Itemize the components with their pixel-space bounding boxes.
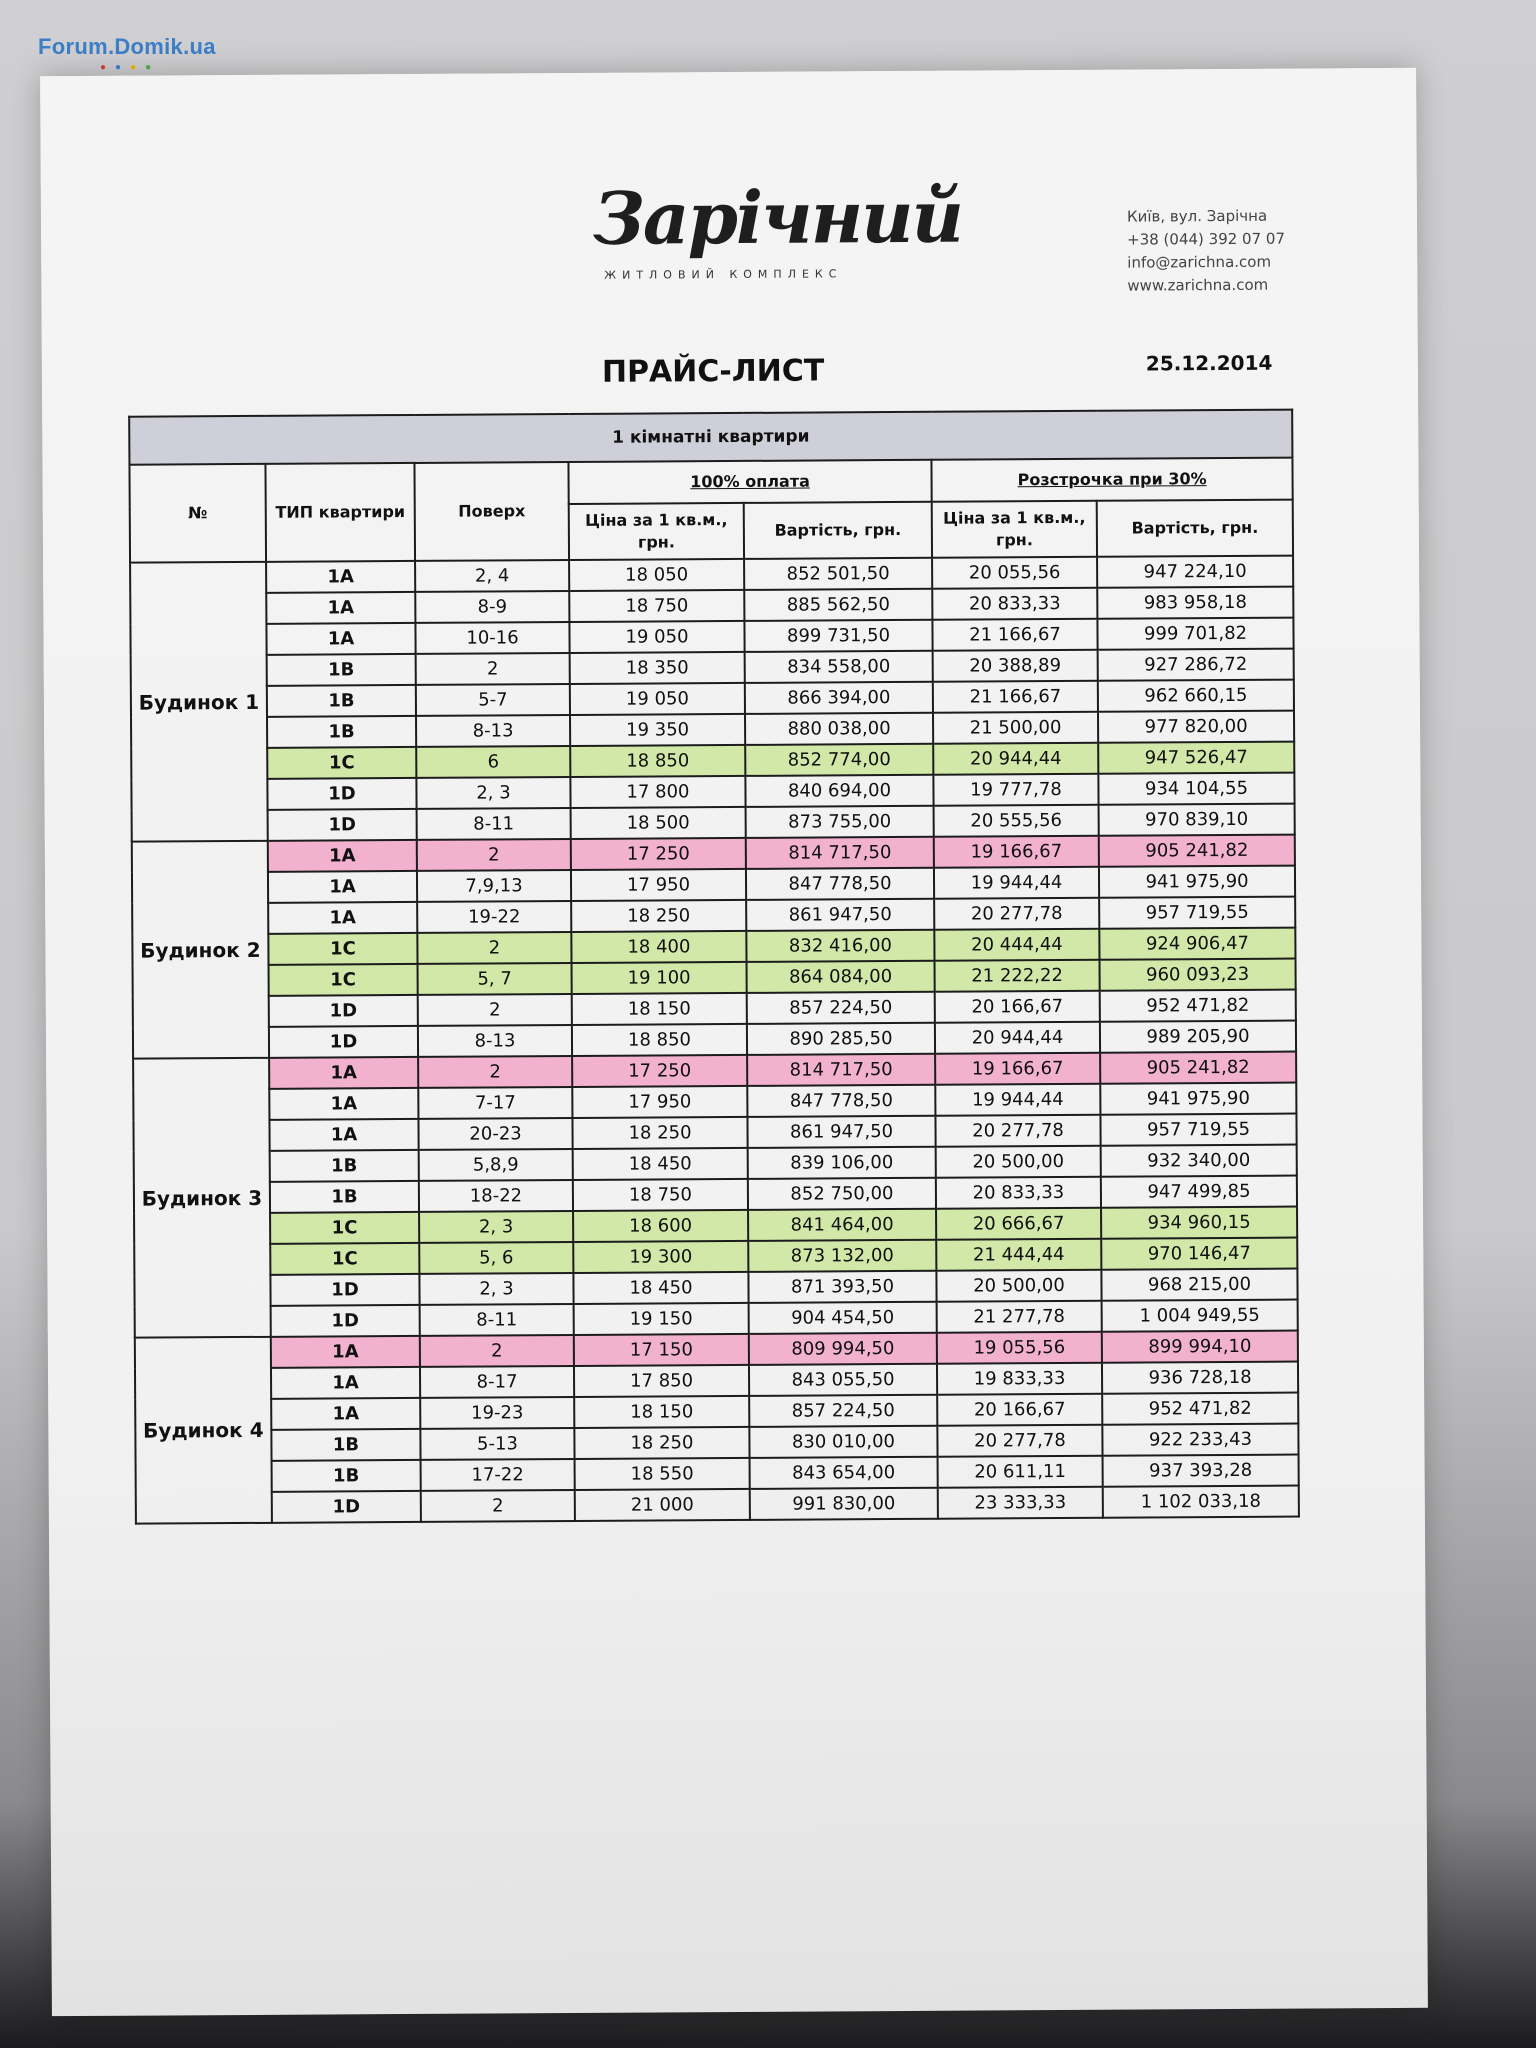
floor-cell: 2 xyxy=(418,994,572,1026)
total-cost-cell: 847 778,50 xyxy=(747,1085,935,1117)
type-cell: 1B xyxy=(270,1181,419,1213)
price-per-sqm-cell: 17 150 xyxy=(574,1334,749,1366)
contact-phone: +38 (044) 392 07 07 xyxy=(1127,229,1286,249)
type-cell: 1A xyxy=(271,1336,420,1368)
price-per-sqm-cell: 21 000 xyxy=(575,1489,750,1521)
total-cost-cell: 814 717,50 xyxy=(747,1054,935,1086)
total-cost-cell: 880 038,00 xyxy=(745,713,933,745)
total-cost-cell: 857 224,50 xyxy=(749,1395,937,1427)
type-cell: 1C xyxy=(269,964,418,996)
price-per-sqm-cell: 18 750 xyxy=(569,590,744,622)
floor-cell: 8-17 xyxy=(420,1366,574,1398)
building-name: Будинок 4 xyxy=(135,1337,272,1524)
total-cost-cell: 839 106,00 xyxy=(748,1147,936,1179)
floor-cell: 2, 3 xyxy=(419,1273,573,1305)
floor-cell: 2, 3 xyxy=(416,777,570,809)
price-per-sqm-cell: 17 850 xyxy=(574,1365,749,1397)
type-cell: 1A xyxy=(269,1119,418,1151)
total-cost-cell: 866 394,00 xyxy=(745,682,933,714)
installment-cost-cell: 905 241,82 xyxy=(1100,1052,1296,1084)
total-cost-cell: 861 947,50 xyxy=(746,899,934,931)
floor-cell: 8-13 xyxy=(416,715,570,747)
installment-price-cell: 20 611,11 xyxy=(938,1456,1103,1488)
installment-cost-cell: 934 960,15 xyxy=(1101,1207,1297,1239)
type-cell: 1D xyxy=(271,1305,420,1337)
price-per-sqm-cell: 18 850 xyxy=(570,745,745,777)
price-per-sqm-cell: 18 450 xyxy=(573,1272,748,1304)
installment-cost-cell: 952 471,82 xyxy=(1100,990,1296,1022)
installment-price-cell: 20 277,78 xyxy=(937,1425,1102,1457)
price-per-sqm-cell: 18 450 xyxy=(573,1148,748,1180)
header-installment-total-cost: Вартість, грн. xyxy=(1097,500,1293,557)
total-cost-cell: 904 454,50 xyxy=(749,1302,937,1334)
installment-cost-cell: 970 146,47 xyxy=(1101,1238,1297,1270)
installment-price-cell: 21 166,67 xyxy=(932,619,1097,651)
installment-price-cell: 20 944,44 xyxy=(933,743,1098,775)
floor-cell: 2 xyxy=(417,839,571,871)
watermark xyxy=(38,34,216,73)
total-cost-cell: 857 224,50 xyxy=(747,992,935,1024)
header-floor: Поверх xyxy=(414,462,569,561)
type-cell: 1A xyxy=(269,1057,418,1089)
header-installment: Розстрочка при 30% xyxy=(931,458,1292,502)
floor-cell: 10-16 xyxy=(415,622,569,654)
floor-cell: 5-13 xyxy=(420,1428,574,1460)
price-table xyxy=(128,409,1300,1525)
installment-price-cell: 21 500,00 xyxy=(933,712,1098,744)
price-per-sqm-cell: 18 350 xyxy=(570,652,745,684)
price-per-sqm-cell: 18 750 xyxy=(573,1179,748,1211)
price-per-sqm-cell: 18 500 xyxy=(571,807,746,839)
contact-email: info@zarichna.com xyxy=(1127,252,1272,272)
installment-price-cell: 19 166,67 xyxy=(934,836,1099,868)
installment-price-cell: 21 277,78 xyxy=(937,1301,1102,1333)
total-cost-cell: 852 501,50 xyxy=(744,558,932,590)
header-number: № xyxy=(129,464,266,563)
installment-price-cell: 20 444,44 xyxy=(934,929,1099,961)
type-cell: 1C xyxy=(267,747,416,779)
total-cost-cell: 852 774,00 xyxy=(745,744,933,776)
floor-cell: 19-22 xyxy=(417,901,571,933)
type-cell: 1A xyxy=(268,902,417,934)
price-per-sqm-cell: 17 950 xyxy=(571,869,746,901)
price-per-sqm-cell: 18 250 xyxy=(571,900,746,932)
installment-cost-cell: 960 093,23 xyxy=(1100,959,1296,991)
floor-cell: 5, 6 xyxy=(419,1242,573,1274)
header-total-cost: Вартість, грн. xyxy=(744,502,932,559)
header-full-payment: 100% оплата xyxy=(568,460,931,504)
floor-cell: 8-11 xyxy=(417,808,571,840)
installment-price-cell: 19 166,67 xyxy=(935,1053,1100,1085)
building-name: Будинок 1 xyxy=(130,562,268,842)
type-cell: 1B xyxy=(267,654,416,686)
installment-cost-cell: 947 526,47 xyxy=(1098,742,1294,774)
type-cell: 1D xyxy=(269,1026,418,1058)
floor-cell: 2 xyxy=(418,1056,572,1088)
total-cost-cell: 890 285,50 xyxy=(747,1023,935,1055)
installment-price-cell: 19 833,33 xyxy=(937,1363,1102,1395)
type-cell: 1B xyxy=(271,1429,420,1461)
installment-cost-cell: 934 104,55 xyxy=(1098,773,1294,805)
installment-price-cell: 20 666,67 xyxy=(936,1208,1101,1240)
logo xyxy=(592,173,963,282)
installment-price-cell: 20 277,78 xyxy=(935,1115,1100,1147)
installment-cost-cell: 952 471,82 xyxy=(1102,1393,1298,1425)
floor-cell: 8-9 xyxy=(415,591,569,623)
price-per-sqm-cell: 19 050 xyxy=(570,683,745,715)
type-cell: 1A xyxy=(271,1367,420,1399)
floor-cell: 8-11 xyxy=(420,1304,574,1336)
installment-price-cell: 20 500,00 xyxy=(936,1270,1101,1302)
installment-cost-cell: 947 224,10 xyxy=(1097,556,1293,588)
type-cell: 1C xyxy=(270,1243,419,1275)
header-price-per-sqm: Ціна за 1 кв.м., грн. xyxy=(569,503,744,560)
logo-word: Зарічний xyxy=(592,173,963,261)
type-cell: 1B xyxy=(272,1460,421,1492)
price-per-sqm-cell: 19 050 xyxy=(569,621,744,653)
type-cell: 1C xyxy=(268,933,417,965)
floor-cell: 8-13 xyxy=(418,1025,572,1057)
floor-cell: 2 xyxy=(416,653,570,685)
total-cost-cell: 899 731,50 xyxy=(744,620,932,652)
installment-cost-cell: 947 499,85 xyxy=(1101,1176,1297,1208)
contact-address: Київ, вул. Зарічна xyxy=(1126,206,1268,226)
header-installment-price-per-sqm: Ціна за 1 кв.м., грн. xyxy=(932,501,1097,558)
floor-cell: 2 xyxy=(417,932,571,964)
total-cost-cell: 873 755,00 xyxy=(746,806,934,838)
installment-price-cell: 19 777,78 xyxy=(933,774,1098,806)
installment-cost-cell: 968 215,00 xyxy=(1101,1269,1297,1301)
floor-cell: 7-17 xyxy=(418,1087,572,1119)
type-cell: 1A xyxy=(266,623,415,655)
total-cost-cell: 871 393,50 xyxy=(748,1271,936,1303)
total-cost-cell: 809 994,50 xyxy=(749,1333,937,1365)
installment-cost-cell: 1 102 033,18 xyxy=(1103,1486,1299,1518)
installment-price-cell: 20 833,33 xyxy=(936,1177,1101,1209)
installment-cost-cell: 989 205,90 xyxy=(1100,1021,1296,1053)
type-cell: 1B xyxy=(270,1150,419,1182)
type-cell: 1D xyxy=(269,995,418,1027)
price-per-sqm-cell: 18 150 xyxy=(572,993,747,1025)
document-title: ПРАЙС-ЛИСТ xyxy=(601,353,825,390)
floor-cell: 18-22 xyxy=(419,1180,573,1212)
floor-cell: 5-7 xyxy=(416,684,570,716)
total-cost-cell: 843 055,50 xyxy=(749,1364,937,1396)
installment-cost-cell: 937 393,28 xyxy=(1103,1455,1299,1487)
installment-cost-cell: 970 839,10 xyxy=(1099,804,1295,836)
price-per-sqm-cell: 18 400 xyxy=(571,931,746,963)
installment-price-cell: 23 333,33 xyxy=(938,1487,1103,1519)
type-cell: 1A xyxy=(266,561,415,593)
installment-price-cell: 20 500,00 xyxy=(936,1146,1101,1178)
building-name: Будинок 3 xyxy=(133,1058,271,1338)
price-per-sqm-cell: 19 300 xyxy=(573,1241,748,1273)
installment-price-cell: 19 944,44 xyxy=(934,867,1099,899)
type-cell: 1A xyxy=(269,1088,418,1120)
installment-cost-cell: 905 241,82 xyxy=(1099,835,1295,867)
installment-price-cell: 20 277,78 xyxy=(934,898,1099,930)
total-cost-cell: 991 830,00 xyxy=(750,1488,938,1520)
type-cell: 1B xyxy=(267,685,416,717)
watermark-dots: ●●●● xyxy=(100,62,161,73)
total-cost-cell: 873 132,00 xyxy=(748,1240,936,1272)
price-per-sqm-cell: 19 350 xyxy=(570,714,745,746)
document-date: 25.12.2014 xyxy=(1145,350,1273,376)
total-cost-cell: 840 694,00 xyxy=(745,775,933,807)
total-cost-cell: 843 654,00 xyxy=(750,1457,938,1489)
installment-price-cell: 19 944,44 xyxy=(935,1084,1100,1116)
header-type: ТИП квартири xyxy=(265,463,415,562)
type-cell: 1A xyxy=(268,840,417,872)
installment-price-cell: 21 222,22 xyxy=(935,960,1100,992)
type-cell: 1D xyxy=(268,809,417,841)
table-caption: 1 кімнатні квартири xyxy=(129,410,1292,465)
floor-cell: 19-23 xyxy=(420,1397,574,1429)
installment-cost-cell: 957 719,55 xyxy=(1099,897,1295,929)
table-body xyxy=(130,556,1299,1524)
installment-cost-cell: 1 004 949,55 xyxy=(1102,1300,1298,1332)
installment-price-cell: 20 833,33 xyxy=(932,588,1097,620)
installment-cost-cell: 999 701,82 xyxy=(1097,618,1293,650)
installment-price-cell: 19 055,56 xyxy=(937,1332,1102,1364)
price-per-sqm-cell: 17 950 xyxy=(572,1086,747,1118)
installment-price-cell: 20 944,44 xyxy=(935,1022,1100,1054)
installment-price-cell: 21 444,44 xyxy=(936,1239,1101,1271)
price-per-sqm-cell: 17 800 xyxy=(570,776,745,808)
building-name: Будинок 2 xyxy=(132,841,269,1059)
floor-cell: 5, 7 xyxy=(418,963,572,995)
total-cost-cell: 885 562,50 xyxy=(744,589,932,621)
type-cell: 1B xyxy=(267,716,416,748)
installment-cost-cell: 927 286,72 xyxy=(1098,649,1294,681)
floor-cell: 20-23 xyxy=(418,1118,572,1150)
floor-cell: 5,8,9 xyxy=(419,1149,573,1181)
installment-price-cell: 20 166,67 xyxy=(935,991,1100,1023)
price-per-sqm-cell: 18 250 xyxy=(572,1117,747,1149)
floor-cell: 2, 3 xyxy=(419,1211,573,1243)
type-cell: 1A xyxy=(268,871,417,903)
total-cost-cell: 814 717,50 xyxy=(746,837,934,869)
logo-subtitle: ЖИТЛОВИЙ КОМПЛЕКС xyxy=(604,267,843,282)
type-cell: 1A xyxy=(271,1398,420,1430)
watermark-text: Forum.Domik.ua xyxy=(38,34,216,59)
type-cell: 1A xyxy=(266,592,415,624)
total-cost-cell: 832 416,00 xyxy=(746,930,934,962)
total-cost-cell: 830 010,00 xyxy=(749,1426,937,1458)
price-per-sqm-cell: 18 850 xyxy=(572,1024,747,1056)
price-per-sqm-cell: 18 050 xyxy=(569,559,744,591)
type-cell: 1D xyxy=(267,778,416,810)
floor-cell: 6 xyxy=(416,746,570,778)
installment-cost-cell: 957 719,55 xyxy=(1100,1114,1296,1146)
price-per-sqm-cell: 17 250 xyxy=(572,1055,747,1087)
total-cost-cell: 841 464,00 xyxy=(748,1209,936,1241)
installment-cost-cell: 924 906,47 xyxy=(1099,928,1295,960)
installment-cost-cell: 922 233,43 xyxy=(1102,1424,1298,1456)
installment-cost-cell: 932 340,00 xyxy=(1101,1145,1297,1177)
floor-cell: 2, 4 xyxy=(415,560,569,592)
contact-website: www.zarichna.com xyxy=(1127,275,1269,295)
price-per-sqm-cell: 18 150 xyxy=(574,1396,749,1428)
floor-cell: 2 xyxy=(421,1490,575,1522)
installment-price-cell: 21 166,67 xyxy=(933,681,1098,713)
installment-price-cell: 20 555,56 xyxy=(934,805,1099,837)
installment-cost-cell: 936 728,18 xyxy=(1102,1362,1298,1394)
installment-price-cell: 20 055,56 xyxy=(932,557,1097,589)
total-cost-cell: 834 558,00 xyxy=(745,651,933,683)
type-cell: 1D xyxy=(270,1274,419,1306)
installment-cost-cell: 899 994,10 xyxy=(1102,1331,1298,1363)
total-cost-cell: 847 778,50 xyxy=(746,868,934,900)
total-cost-cell: 864 084,00 xyxy=(747,961,935,993)
table-row xyxy=(136,1486,1299,1524)
price-per-sqm-cell: 18 250 xyxy=(574,1427,749,1459)
installment-cost-cell: 941 975,90 xyxy=(1099,866,1295,898)
installment-cost-cell: 983 958,18 xyxy=(1097,587,1293,619)
installment-price-cell: 20 166,67 xyxy=(937,1394,1102,1426)
total-cost-cell: 852 750,00 xyxy=(748,1178,936,1210)
price-per-sqm-cell: 18 600 xyxy=(573,1210,748,1242)
type-cell: 1D xyxy=(272,1491,421,1523)
price-per-sqm-cell: 18 550 xyxy=(575,1458,750,1490)
installment-price-cell: 20 388,89 xyxy=(933,650,1098,682)
price-per-sqm-cell: 19 150 xyxy=(574,1303,749,1335)
installment-cost-cell: 977 820,00 xyxy=(1098,711,1294,743)
price-sheet xyxy=(40,68,1428,2016)
price-per-sqm-cell: 19 100 xyxy=(572,962,747,994)
floor-cell: 2 xyxy=(420,1335,574,1367)
floor-cell: 7,9,13 xyxy=(417,870,571,902)
installment-cost-cell: 941 975,90 xyxy=(1100,1083,1296,1115)
type-cell: 1C xyxy=(270,1212,419,1244)
price-per-sqm-cell: 17 250 xyxy=(571,838,746,870)
contact-block xyxy=(1127,205,1285,298)
total-cost-cell: 861 947,50 xyxy=(747,1116,935,1148)
floor-cell: 17-22 xyxy=(421,1459,575,1491)
installment-cost-cell: 962 660,15 xyxy=(1098,680,1294,712)
